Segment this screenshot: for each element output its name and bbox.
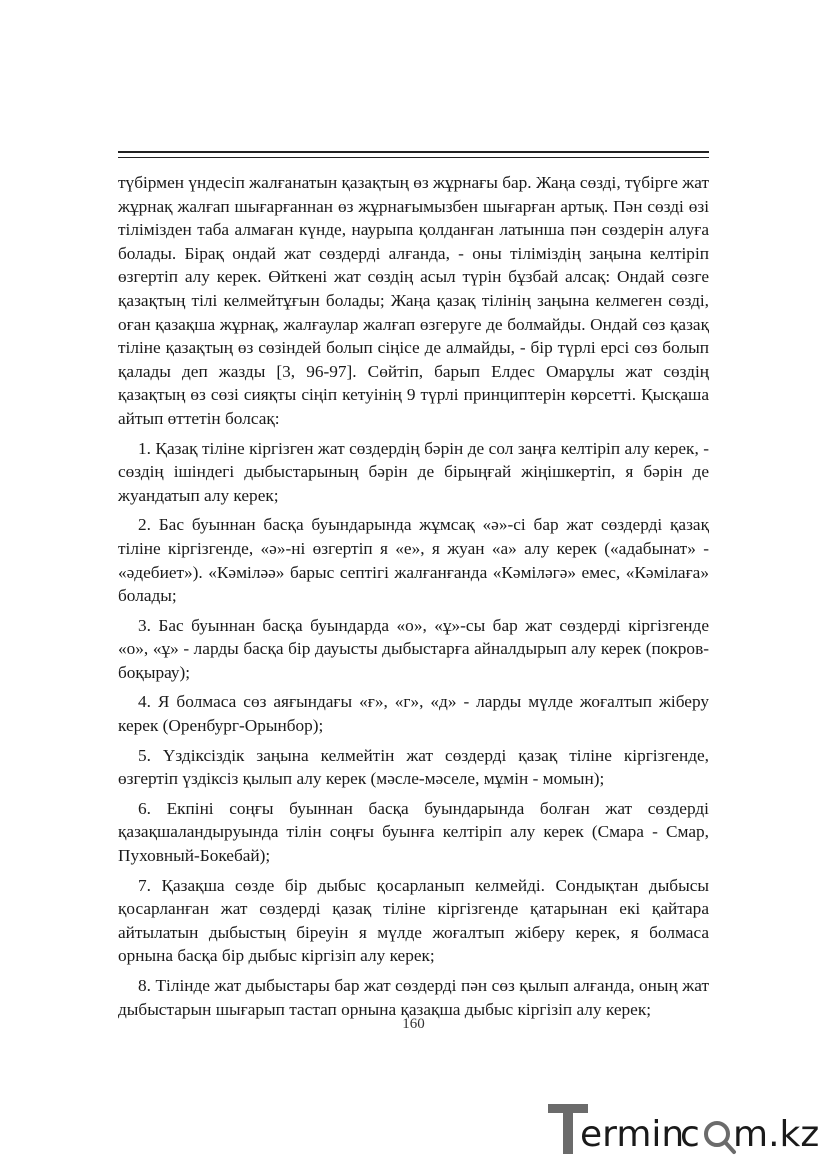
page-body bbox=[118, 171, 709, 1021]
page-number: 160 bbox=[402, 1016, 425, 1032]
termincom-logo bbox=[540, 1100, 820, 1158]
list-item-6: 6. Екпіні соңғы буыннан басқа буындарында болған жат сөздерді қазақшаландыруында тілін соңғы буынға келтіріп алу керек (Смара - Смар, Пуховный-Бокебай); bbox=[118, 798, 709, 866]
list-item-8: 8. Тілінде жат дыбыстары бар жат сөздерді пән сөз қылып алғанда, оның жат дыбыстарын шығарып тастап орнына қазақша дыбыс кіргізіп алу керек; bbox=[118, 976, 709, 1019]
intro-paragraph: түбірмен үндесіп жалғанатын қазақтың өз жұрнағы бар. Жаңа сөзді, түбірге жат жұрнақ жалғап шығарғаннан өз жұрнағымызбен шығарған артық. Пән сөзді өзі тілімізден таба алмаған күнде, наурыпа қолданған латынша пән сөздерін алуға болады. Бірақ ондай жат сөздерді алғанда, - оны тіліміздің заңына келтіріп өзгертіп алу керек. Өйткені жат сөздің асыл түрін бұзбай алсақ: Ондай сөзге қазақтың тілі келмейтұғын болады; Жаңа қазақ тілінің заңына келмеген сөзді, оған қазақша жұрнақ, жалғаулар жалғап өзгеруге де болмайды. Ондай сөз қазақ тіліне қазақтың өз сөзіндей болып сіңісе де алмайды, - бір түрлі ерсі сөз болып қалады деп жазды [3, 96-97]. Сөйтіп, барып Елдес Омарұлы жат сөздің қазақтың өз сөзі сияқты сіңіп кетуінің 9 түрлі принциптерін көрсетті. Қысқаша айтып өттетін болсақ: bbox=[118, 173, 709, 428]
list-item-3: 3. Бас буыннан басқа буындарда «о», «ұ»-сы бар жат сөздерді кіргізгенде «о», «ұ» - ларды басқа бір дауысты дыбыстарға айналдырып алу керек (покров-боқырау); bbox=[118, 615, 709, 682]
list-item-7: 7. Қазақша сөзде бір дыбыс қосарланып келмейді. Сондықтан дыбысы қосарланған жат сөздерді қазақ тіліне кіргізгенде қатарынан екі қайтара айтылатын дыбыстың біреуін я мүлде жоғалтып жіберу керек, я болмаса орнына басқа бір дыбыс кіргізіп алу керек; bbox=[118, 875, 709, 966]
logo-icon bbox=[540, 1100, 820, 1158]
list-item-1: 1. Қазақ тіліне кіргізген жат сөздердің бәрін де сол заңға келтіріп алу керек, - сөздің ішіндегі дыбыстарының бәрін де бірыңғай жіңішкертіп, я бәрін де жуандатып алу керек; bbox=[118, 438, 709, 505]
header-rule-bottom bbox=[118, 157, 709, 158]
svg-text:m.kz: m.kz bbox=[733, 1114, 820, 1155]
svg-text:ermin: ermin bbox=[580, 1114, 685, 1155]
header-rule-top bbox=[118, 151, 709, 153]
list-item-4: 4. Я болмаса сөз аяғындағы «ғ», «г», «д» - ларды мүлде жоғалтып жіберу керек (Оренбург-Орынбор); bbox=[118, 692, 709, 736]
list-item-2: 2. Бас буыннан басқа буындарында жұмсақ «ә»-сі бар жат сөздерді қазақ тіліне кіргізгенде, «ә»-ні өзгертіп я «е», я жуан «а» алу керек («адабынат» - «әдебиет»). «Кәміләә» барыс септігі жалғанғанда «Кәміләгә» емес, «Кәмілаға» болады; bbox=[118, 515, 709, 606]
svg-text:c: c bbox=[680, 1114, 700, 1155]
list-item-5: 5. Үздіксіздік заңына келмейтін жат сөздерді қазақ тіліне кіргізгенде, өзгертіп үздіксіз қылып алу керек (мәсле-мәселе, мұмін - момын); bbox=[118, 745, 709, 789]
